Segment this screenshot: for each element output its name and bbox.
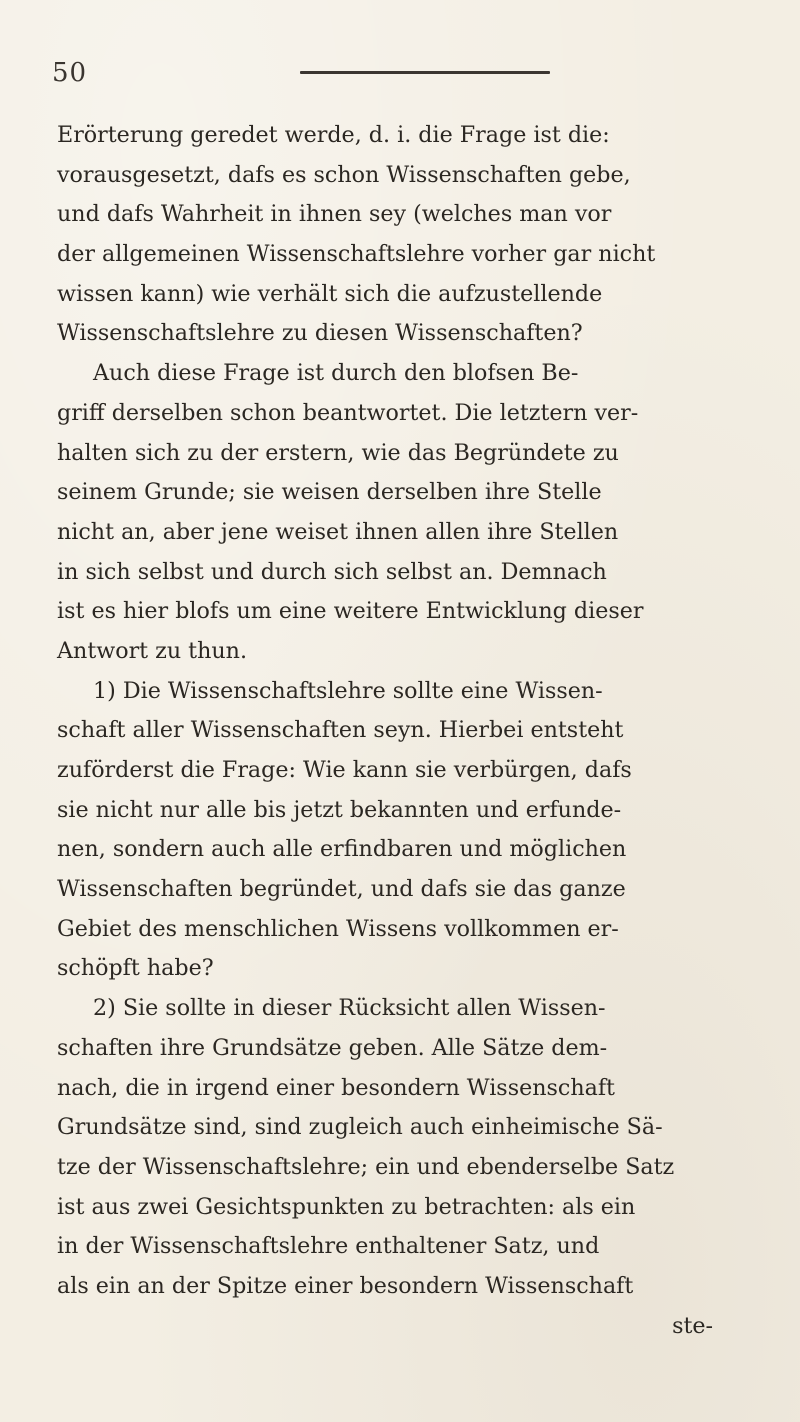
text-line: Wissenschaftslehre zu diesen Wissenschaften?: [57, 320, 583, 347]
paragraph-start-line: 2) Sie sollte in dieser Rücksicht allen Wissen-: [93, 995, 606, 1022]
text-line: seinem Grunde; sie weisen derselben ihre Stelle: [57, 479, 602, 506]
text-line: griff derselben schon beantwortet. Die letztern ver-: [57, 399, 639, 426]
text-line: Erörterung geredet werde, d. i. die Frage ist die:: [57, 122, 610, 148]
text-line: Gebiet des menschlichen Wissens vollkommen er-: [57, 915, 619, 942]
text-line: in der Wissenschaftslehre enthaltener Satz, und: [57, 1233, 600, 1260]
text-line: schaften ihre Grundsätze geben. Alle Sätze dem-: [57, 1034, 608, 1061]
paragraph-start-line: 1) Die Wissenschaftslehre sollte eine Wissen-: [93, 677, 603, 704]
text-line: nicht an, aber jene weiset ihnen allen ihre Stellen: [57, 518, 619, 545]
paragraph-start-line: Auch diese Frage ist durch den blofsen Be-: [93, 360, 579, 387]
catchword: ste-: [672, 1312, 713, 1339]
text-line: sie nicht nur alle bis jetzt bekannten und erfunde-: [57, 796, 622, 823]
text-line: schaft aller Wissenschaften seyn. Hierbei entsteht: [57, 717, 624, 744]
text-line: in sich selbst und durch sich selbst an. Demnach: [57, 558, 607, 585]
text-line: Wissenschaften begründet, und dafs sie das ganze: [57, 876, 626, 903]
text-line: als ein an der Spitze einer besondern Wissenschaft: [57, 1272, 634, 1299]
page-number: 50: [52, 58, 88, 88]
text-line: tze der Wissenschaftslehre; ein und ebenderselbe Satz: [57, 1153, 675, 1180]
text-line: ist es hier blofs um eine weitere Entwicklung dieser: [57, 598, 644, 625]
body-text: [57, 116, 757, 1346]
text-line: der allgemeinen Wissenschaftslehre vorher gar nicht: [57, 241, 656, 268]
text-line: Grundsätze sind, sind zugleich auch einheimische Sä-: [57, 1114, 663, 1141]
text-line: zuförderst die Frage: Wie kann sie verbürgen, dafs: [57, 757, 632, 783]
text-line: nen, sondern auch alle erfindbaren und möglichen: [57, 836, 627, 863]
text-line: vorausgesetzt, dafs es schon Wissenschaften gebe,: [57, 161, 631, 188]
text-line: schöpft habe?: [57, 955, 214, 982]
page-header: [52, 58, 752, 98]
text-line: wissen kann) wie verhält sich die aufzustellende: [57, 280, 603, 307]
text-line: nach, die in irgend einer besondern Wissenschaft: [57, 1074, 615, 1101]
text-line: Antwort zu thun.: [57, 637, 248, 664]
text-line: und dafs Wahrheit in ihnen sey (welches man vor: [57, 201, 612, 228]
header-rule: [300, 71, 550, 74]
text-line: ist aus zwei Gesichtspunkten zu betrachten: als ein: [57, 1193, 636, 1220]
text-line: halten sich zu der erstern, wie das Begründete zu: [57, 439, 619, 466]
